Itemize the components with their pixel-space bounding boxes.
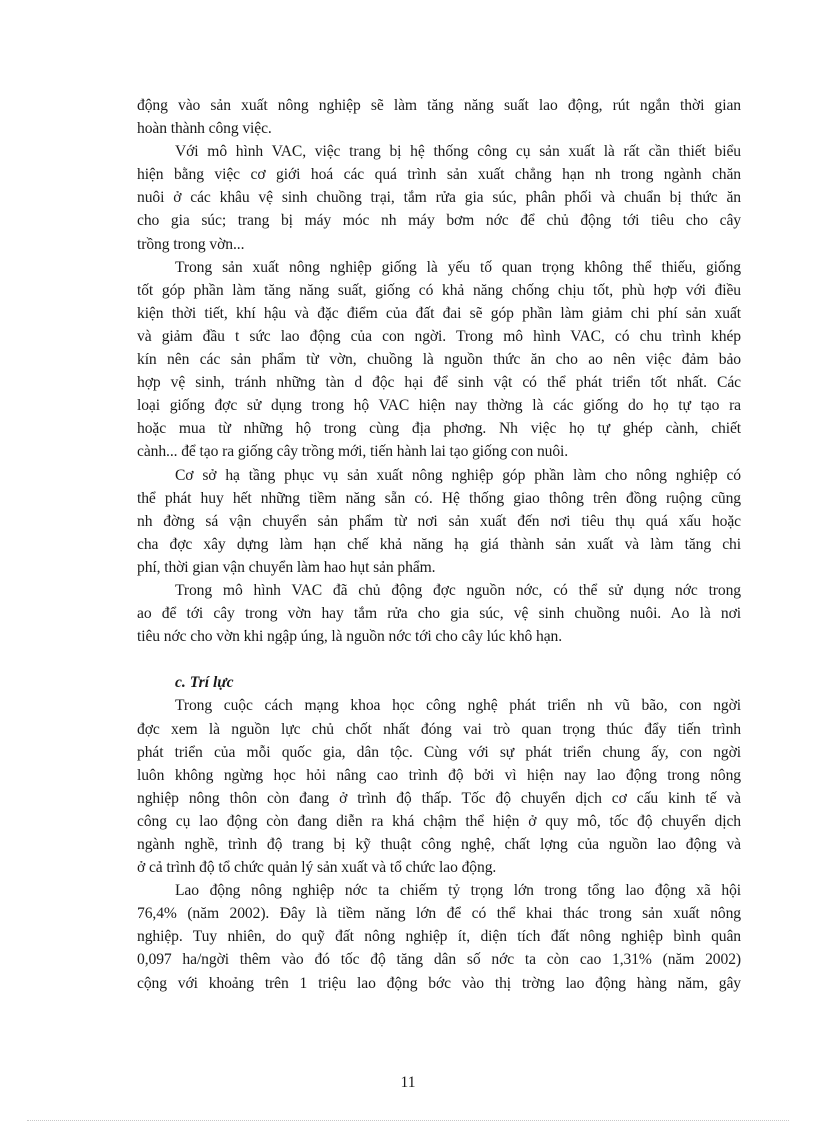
- text-line: kiện thời tiết, khí hậu và đặc điểm của đất đai sẽ góp phần làm giảm chi phí sản xuất: [137, 304, 741, 322]
- text-line: công cụ lao động còn đang diễn ra khá chậm thể hiện ở quy mô, tốc độ chuyển dịch: [137, 812, 741, 830]
- text-line: hợp vệ sinh, tránh những tàn d độc hại để sinh vật có thể phát triển tốt nhất. Các: [137, 374, 741, 392]
- text-line: nghiệp. Tuy nhiên, do quỹ đất nông nghiệp ít, diện tích đất nông nghiệp bình quân: [137, 928, 741, 946]
- text-line: ở cả trình độ tổ chức quản lý sản xuất và tổ chức lao động.: [137, 859, 497, 877]
- text-line: Trong cuộc cách mạng khoa học công nghệ phát triển nh vũ bão, con ngời: [175, 697, 741, 715]
- text-line: hoặc mua từ những hộ trong cùng địa phơng. Nh việc họ tự ghép cành, chiết: [137, 420, 741, 438]
- text-line: ngành nghề, trình độ trang bị kỹ thuật công nghệ, chất lợng của nguồn lao động và: [137, 836, 741, 853]
- text-line: luôn không ngừng học hỏi nâng cao trình độ bởi vì hiện nay lao động trong nông: [137, 766, 741, 784]
- page-number: 11: [400, 1074, 416, 1091]
- text-line: 0,097 ha/ngời thêm vào đó tốc độ tăng dân số nớc ta còn cao 1,31% (năm 2002): [137, 951, 741, 969]
- text-line: cành... để tạo ra giống cây trồng mới, tiến hành lai tạo giống con nuôi.: [137, 443, 569, 461]
- text-line: phát triển của mỗi quốc gia, dân tộc. Cùng với sự phát triển chung ấy, con ngời: [137, 743, 741, 761]
- text-line: cho gia súc; trang bị máy móc nh máy bơm nớc để chủ động tới tiêu cho cây: [137, 212, 741, 230]
- page-bottom-border: [27, 1120, 789, 1121]
- text-line: Cơ sở hạ tầng phục vụ sản xuất nông nghiệp góp phần làm cho nông nghiệp có: [175, 466, 741, 484]
- text-line: kín nên các sản phẩm từ vờn, chuồng là nguồn thức ăn cho ao nên việc đảm bảo: [137, 351, 741, 369]
- text-line: Lao động nông nghiệp nớc ta chiếm tỷ trọng lớn trong tổng lao động xã hội: [175, 882, 741, 900]
- text-line: nghiệp nông thôn còn đang ở trình độ thấp. Tốc độ chuyển dịch cơ cấu kinh tế và: [137, 789, 741, 807]
- text-line: loại giống đợc sử dụng trong hộ VAC hiện nay thờng là các giống do họ tự tạo ra: [137, 397, 741, 415]
- text-line: Trong mô hình VAC đã chủ động đợc nguồn nớc, có thể sử dụng nớc trong: [175, 581, 741, 599]
- text-line: và giảm đầu t sức lao động của con ngời. Trong mô hình VAC, có chu trình khép: [137, 327, 741, 345]
- section-heading: c. Trí lực: [175, 674, 234, 692]
- text-line: phí, thời gian vận chuyển làm hao hụt sản phẩm.: [137, 558, 436, 576]
- text-line: hiện bằng việc cơ giới hoá các quá trình sản xuất chẳng hạn nh trong ngành chăn: [137, 166, 741, 184]
- text-line: ao để tới cây trong vờn hay tắm rửa cho gia súc, vệ sinh chuồng nuôi. Ao là nơi: [137, 605, 741, 623]
- text-line: Trong sản xuất nông nghiệp giống là yếu tố quan trọng không thể thiếu, giống: [175, 258, 741, 276]
- paragraph-gap: [137, 648, 741, 671]
- text-line: động vào sản xuất nông nghiệp sẽ làm tăng năng suất lao động, rút ngắn thời gian: [137, 97, 741, 114]
- text-line: cha đợc xây dựng làm hạn chế khả năng hạ giá thành sản xuất và làm tăng chi: [137, 535, 741, 553]
- text-line: cộng với khoảng trên 1 triệu lao động bớc vào thị trờng lao động hàng năm, gây: [137, 974, 741, 992]
- text-line: thể phát huy hết những tiềm năng sẵn có. Hệ thống giao thông trên đồng ruộng cũng: [137, 489, 741, 507]
- body-text: [137, 94, 741, 995]
- text-line: tốt góp phần làm tăng năng suất, giống có khả năng chống chịu tốt, phù hợp với điều: [137, 281, 741, 299]
- text-line: hoàn thành công việc.: [137, 120, 272, 138]
- text-line: trồng trong vờn...: [137, 235, 245, 253]
- text-line: 76,4% (năm 2002). Đây là tiềm năng lớn để có thể khai thác trong sản xuất nông: [137, 905, 741, 923]
- text-line: đợc xem là nguồn lực chủ chốt nhất đóng vai trò quan trọng thúc đẩy tiến trình: [137, 720, 741, 738]
- text-line: Với mô hình VAC, việc trang bị hệ thống công cụ sản xuất là rất cần thiết biểu: [175, 143, 741, 161]
- text-line: tiêu nớc cho vờn khi ngập úng, là nguồn nớc tới cho cây lúc khô hạn.: [137, 628, 563, 646]
- text-line: nuôi ở các khâu vệ sinh chuồng trại, tắm rửa gia súc, phân phối và chuẩn bị thức ăn: [137, 189, 741, 207]
- text-line: nh đờng sá vận chuyển sản phẩm từ nơi sản xuất đến nơi tiêu thụ quá xấu hoặc: [137, 512, 741, 530]
